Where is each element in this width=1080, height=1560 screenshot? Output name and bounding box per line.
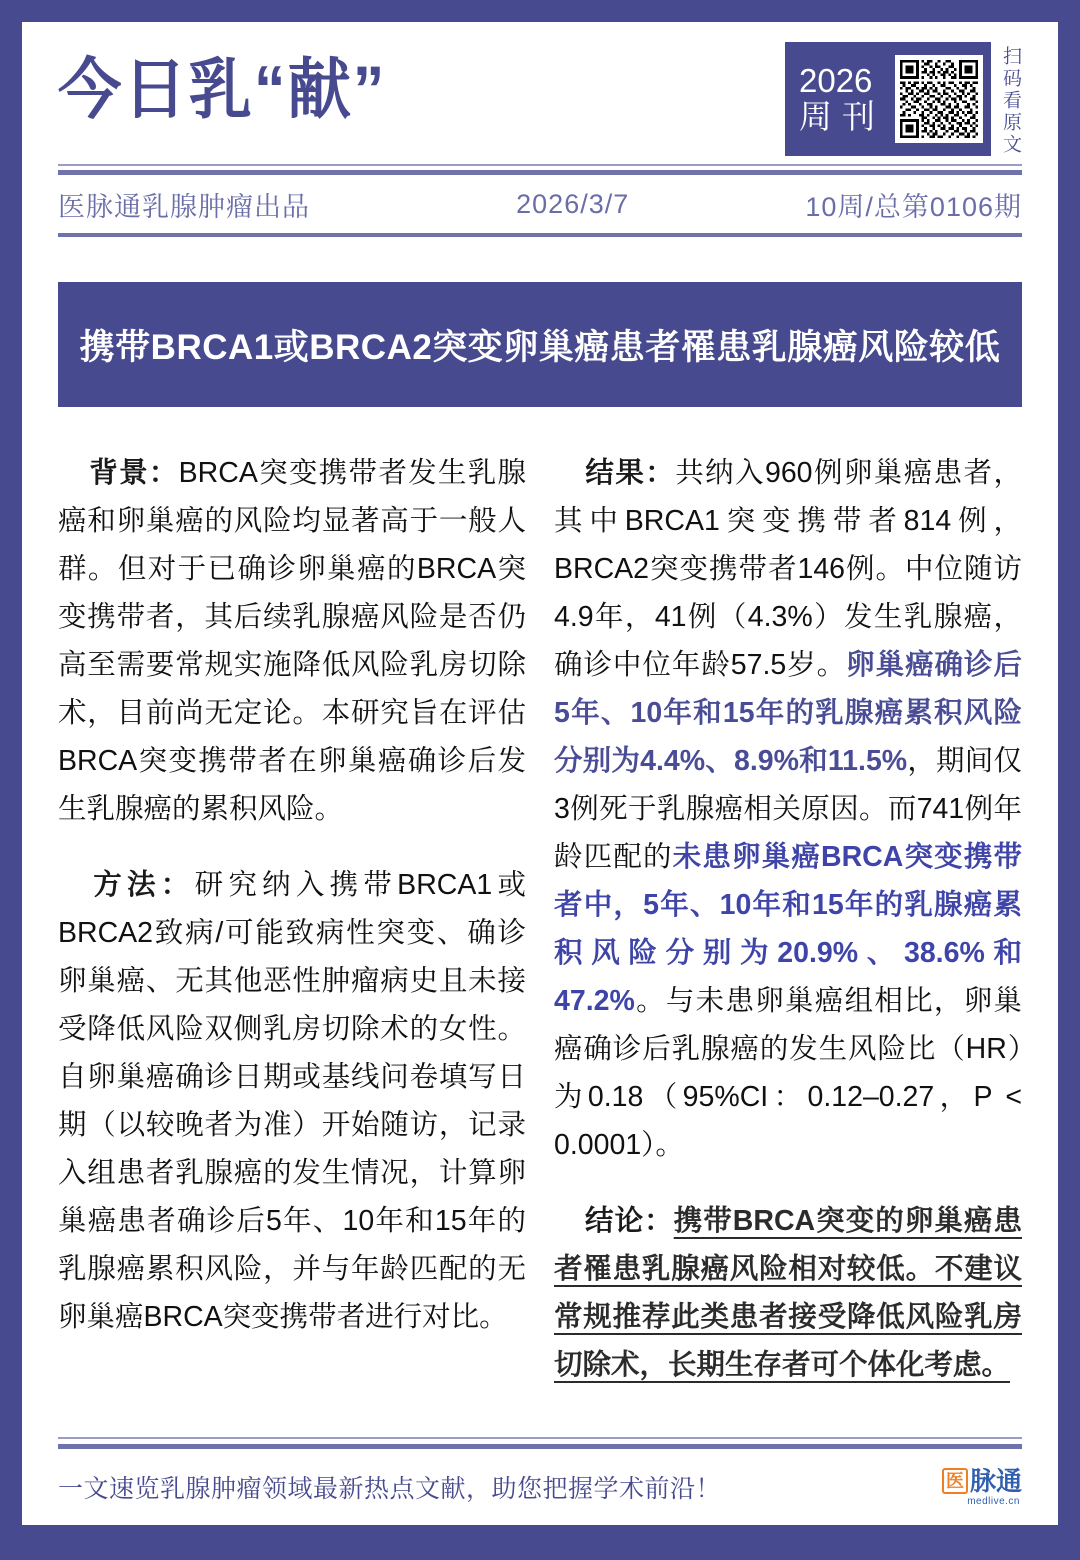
header-right-group bbox=[785, 34, 1022, 156]
issue-year: 2026 bbox=[799, 62, 873, 100]
medlive-logo[interactable] bbox=[942, 1465, 1022, 1507]
brand-wordmark bbox=[942, 1465, 1022, 1496]
header bbox=[22, 22, 1058, 158]
paragraph-results bbox=[554, 449, 1022, 1169]
footer-tagline: 一文速览乳腺肿瘤领域最新热点文献，助您把握学术前沿！ bbox=[58, 1475, 722, 1503]
meta-issue: 10周/总第0106期 bbox=[805, 191, 1022, 222]
page-title: 携带BRCA1或BRCA2突变卵巢癌患者罹患乳腺癌风险较低 bbox=[79, 327, 1001, 367]
results-text-1: 共纳入960例卵巢癌患者，其中BRCA1突变携带者814例，BRCA2突变携带者146例。中位随访4.9年，41例（4.3%）发生乳腺癌，确诊中位年龄57.5岁。 bbox=[554, 457, 1022, 681]
paragraph-background bbox=[58, 449, 526, 833]
brand-domain: medlive.cn bbox=[967, 1495, 1020, 1507]
paragraph-conclusion bbox=[554, 1197, 1022, 1389]
background-label: 背景： bbox=[88, 457, 179, 489]
newsletter-sheet bbox=[22, 22, 1058, 1525]
article-title-bar bbox=[58, 282, 1022, 407]
meta-producer: 医脉通乳腺肿瘤出品 bbox=[58, 191, 310, 222]
right-column bbox=[554, 449, 1022, 1389]
conclusion-label: 结论： bbox=[584, 1205, 674, 1237]
conclusion-text: 携带BRCA突变的卵巢癌患者罹患乳腺癌风险相对较低。不建议常规推荐此类患者接受降低风险乳房切除术，长期生存者可个体化考虑。 bbox=[554, 1205, 1022, 1381]
footer-divider-thin bbox=[58, 1437, 1022, 1439]
issue-badge bbox=[785, 42, 991, 156]
footer-row bbox=[58, 1449, 1022, 1525]
background-text: BRCA突变携带者发生乳腺癌和卵巢癌的风险均显著高于一般人群。但对于已确诊卵巢癌的BRCA突变携带者，其后续乳腺癌风险是否仍高至需要常规实施降低风险乳房切除术，目前尚无定论。本研究旨在评估BRCA突变携带者在卵巢癌确诊后发生乳腺癌的累积风险。 bbox=[58, 457, 526, 825]
article-body bbox=[58, 449, 1022, 1389]
header-divider bbox=[58, 158, 1022, 175]
footer-divider bbox=[58, 1437, 1022, 1449]
brand-box-icon: 医 bbox=[942, 1468, 968, 1494]
methods-label: 方法： bbox=[88, 869, 195, 901]
meta-divider bbox=[58, 233, 1022, 237]
left-column bbox=[58, 449, 526, 1389]
paragraph-methods bbox=[58, 861, 526, 1341]
footer bbox=[22, 1437, 1058, 1525]
results-highlight-1: 卵巢癌确诊后5年、10年和15年的乳腺癌累积风险分别为4.4%、8.9%和11.5% bbox=[554, 649, 1022, 777]
scan-hint-label: 扫码看原文 bbox=[1000, 46, 1021, 156]
meta-date: 2026/3/7 bbox=[516, 188, 630, 219]
issue-kind: 周刊 bbox=[799, 98, 885, 135]
divider-thin-line bbox=[58, 164, 1022, 166]
results-highlight-2: 未患卵巢癌BRCA突变携带者中，5年、10年和15年的乳腺癌累积风险分别为20.9%、38.6%和47.2% bbox=[554, 841, 1022, 1017]
issue-badge-text bbox=[799, 63, 885, 134]
qr-code-icon[interactable] bbox=[895, 55, 983, 143]
methods-text: 研究纳入携带BRCA1或BRCA2致病/可能致病性突变、确诊卵巢癌、无其他恶性肿瘤病史且未接受降低风险双侧乳房切除术的女性。自卵巢癌确诊日期或基线问卷填写日期（以较晚者为准）开始随访，记录入组患者乳腺癌的发生情况，计算卵巢癌患者确诊后5年、10年和15年的乳腺癌累积风险，并与年龄匹配的无卵巢癌BRCA突变携带者进行对比。 bbox=[58, 869, 526, 1333]
results-label: 结果： bbox=[584, 457, 676, 489]
results-text-2: ，期间仅3例死于乳腺癌相关原因。而741例年龄匹配的 bbox=[554, 745, 1022, 873]
brand-name: 脉通 bbox=[969, 1465, 1022, 1496]
masthead-title: 今日乳“献” bbox=[58, 52, 387, 126]
results-text-3: 。与未患卵巢癌组相比，卵巢癌确诊后乳腺癌的发生风险比（HR）为0.18（95%CI：0.12–0.27，P < 0.0001）。 bbox=[554, 985, 1022, 1161]
meta-row bbox=[58, 175, 1022, 233]
